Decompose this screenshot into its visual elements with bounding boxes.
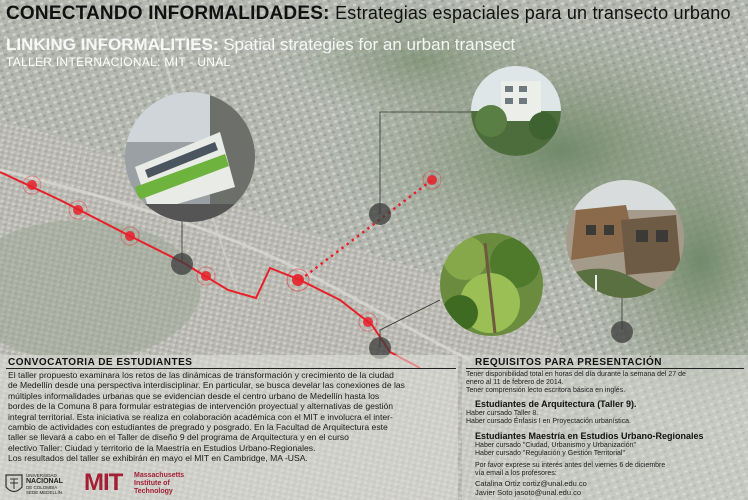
photo-informal-settlement — [566, 180, 684, 298]
mit-text — [134, 472, 184, 496]
body-line: El taller propuesto examinara los retos de las dinámicas de transformación y crecimiento de la ciudad — [8, 370, 394, 380]
contact-javier-soto[interactable]: Javier Soto jasoto@unal.edu.co — [475, 488, 582, 497]
body-line: electivo Taller: Ciudad y territorio de la Maestría en Estudios Urbano-Regionales. — [8, 442, 316, 453]
unal-text — [26, 473, 63, 495]
workshop-subtitle: TALLER INTERNACIONAL: MIT - UNAL — [6, 55, 231, 69]
requisito-general: Tener disponibilidad total en horas del día durante la semana del 27 de — [466, 371, 686, 378]
contact-intro: Por favor exprese su interés antes del viernes 6 de diciembre — [475, 462, 666, 469]
unal-line: NACIONAL — [26, 478, 63, 485]
body-line: taller se llevará a cabo en el Taller de diseño 9 del programa de Arquitectura y en el curso — [8, 432, 349, 443]
photo-metro-train — [125, 92, 255, 222]
unal-shield-icon — [5, 474, 23, 496]
title-english-rest: Spatial strategies for an urban transect — [223, 35, 516, 54]
focus-dark-circles — [171, 203, 633, 359]
unal-line: DE COLOMBIA — [26, 485, 58, 490]
body-line: integral territorial. Esta iniciativa se realiza en colaboración académica con el MIT e involucra el inter- — [8, 411, 393, 422]
body-line: múltiples informalidades urbanas que se evidencian desde el centro urbano de Medellín hasta los — [8, 390, 380, 401]
connector-dotted-line — [300, 180, 432, 280]
requisitos-heading: REQUISITOS PARA PRESENTACIÓN — [475, 357, 662, 368]
unal-line: SEDE MEDELLÍN — [26, 490, 63, 495]
mit-logo — [84, 470, 194, 496]
photo-hillside-housing — [471, 66, 561, 156]
arquitectura-item: Haber cursado Énfasis I en Proyectación urbanística. — [466, 418, 631, 425]
requisito-general: enero al 11 de febrero de 2014. — [466, 379, 564, 386]
body-line: Los resultados del taller se exhibirán en mayo el MIT en Cambridge, MA -USA. — [8, 453, 308, 464]
poster-title-spanish — [6, 3, 731, 25]
contact-intro: vía email a los profesores: — [475, 470, 557, 477]
body-line: bordes de la Comuna 8 para formular estrategias de intervención proyectual y alternativas de gestión — [8, 401, 394, 412]
maestria-item: Haber cursado "Ciudad, Urbanismo y Urbanización" — [475, 442, 636, 449]
photo-green-corridor — [440, 233, 543, 336]
requisitos-divider — [466, 368, 744, 369]
mit-line: Institute of — [134, 480, 170, 487]
mit-line: Technology — [134, 488, 173, 495]
unal-logo — [5, 474, 75, 496]
contact-catalina-ortiz[interactable]: Catalina Ortiz cortiz@unal.edu.co — [475, 479, 587, 488]
requisito-general: Tener comprensión lecto escritora básica en inglés. — [466, 387, 626, 394]
arquitectura-item: Haber cursado Taller 8. — [466, 410, 539, 417]
convocatoria-heading: CONVOCATORIA DE ESTUDIANTES — [8, 357, 193, 368]
convocatoria-body — [8, 370, 456, 464]
title-spanish-rest: Estrategias espaciales para un transecto urbano — [335, 3, 731, 23]
poster-title-english — [6, 35, 515, 55]
unal-line: UNIVERSIDAD — [26, 473, 57, 478]
body-line: de Medellín desde una perspectiva interdisciplinar. En particular, se busca develar las conexiones de las — [8, 380, 405, 391]
mit-mark: MIT — [84, 469, 123, 496]
maestria-heading: Estudiantes Maestría en Estudios Urbano-Regionales — [475, 431, 704, 441]
maestria-item: Haber cursado "Regulación y Gestión Territorial" — [475, 450, 625, 457]
title-spanish-bold: CONECTANDO INFORMALIDADES: — [6, 3, 330, 24]
arquitectura-heading: Estudiantes de Arquitectura (Taller 9). — [475, 399, 637, 409]
mit-line: Massachusetts — [134, 472, 185, 479]
body-line: cambio de actividades con estudiantes de pregrado y posgrado. En la Facultad de Arquitectura este — [8, 422, 388, 433]
convocatoria-divider — [6, 368, 456, 369]
title-english-bold: LINKING INFORMALITIES: — [6, 35, 219, 54]
